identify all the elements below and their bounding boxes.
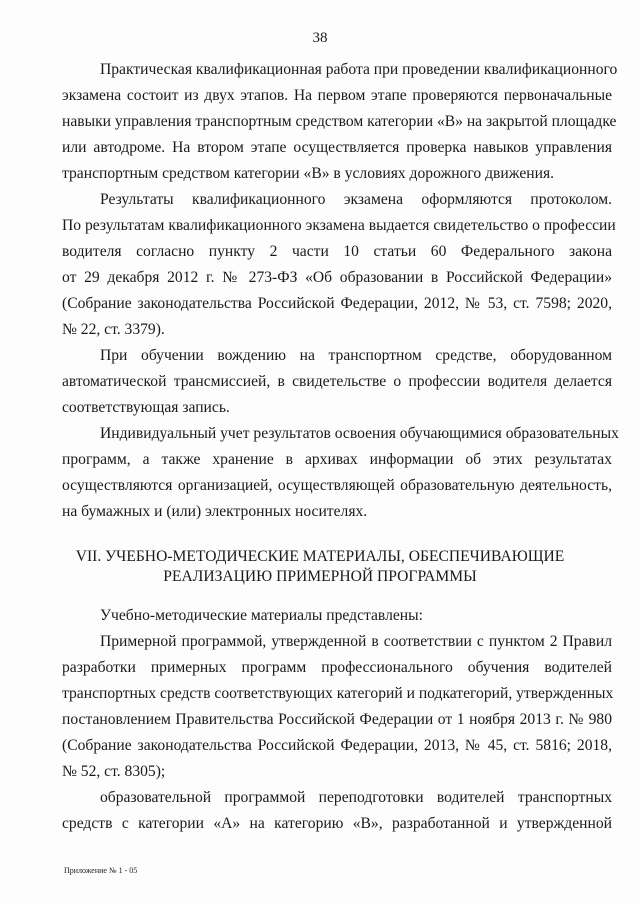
text-line: на бумажных и (или) электронных носителях.	[62, 503, 368, 520]
text-line: программ, а также хранение в архивах информации об этих результатах	[62, 451, 612, 468]
text-line: (Собрание законодательства Российской Федерации, 2012, № 53, ст. 7598; 2020,	[62, 295, 612, 312]
text-line: Примерной программой, утвержденной в соответствии с пунктом 2 Правил	[100, 633, 612, 650]
text-line: № 52, ст. 8305);	[62, 763, 166, 780]
footer-note: Приложение № 1 - 05	[64, 866, 138, 875]
text-line: При обучении вождению на транспортном средстве, оборудованном	[100, 347, 612, 364]
text-line: постановлением Правительства Российской Федерации от 1 ноября 2013 г. № 980	[62, 711, 612, 728]
text-line: (Собрание законодательства Российской Федерации, 2013, № 45, ст. 5816; 2018,	[62, 737, 612, 754]
text-line: № 22, ст. 3379).	[62, 321, 165, 338]
text-line: навыки управления транспортным средством категории «В» на закрытой площадке	[62, 113, 617, 130]
text-line: соответствующая запись.	[62, 399, 230, 416]
text-line: разработки примерных программ профессионального обучения водителей	[62, 659, 612, 676]
text-line: Индивидуальный учет результатов освоения обучающимися образовательных	[100, 425, 619, 442]
text-line: транспортным средством категории «В» в условиях дорожного движения.	[62, 165, 555, 182]
text-line: осуществляются организацией, осуществляющей образовательную деятельность,	[62, 477, 612, 494]
text-line: Учебно-методические материалы представлены:	[100, 607, 423, 624]
text-line: автоматической трансмиссией, в свидетельстве о профессии водителя делается	[62, 373, 612, 390]
section-heading-line: VII. УЧЕБНО-МЕТОДИЧЕСКИЕ МАТЕРИАЛЫ, ОБЕСПЕЧИВАЮЩИЕ	[75, 548, 565, 565]
text-line: Практическая квалификационная работа при проведении квалификационного	[100, 61, 618, 78]
text-line: транспортных средств соответствующих категорий и подкатегорий, утвержденных	[62, 685, 614, 702]
text-line: Результаты квалификационного экзамена оформляются протоколом.	[100, 191, 612, 208]
text-line: экзамена состоит из двух этапов. На первом этапе проверяются первоначальные	[62, 87, 612, 104]
text-line: По результатам квалификационного экзамена выдается свидетельство о профессии	[62, 217, 616, 234]
text-line: водителя согласно пункту 2 части 10 статьи 60 Федерального закона	[62, 243, 612, 260]
text-line: средств с категории «А» на категорию «В», разработанной и утвержденной	[62, 815, 612, 832]
page-number: 38	[312, 30, 328, 46]
text-line: или автодроме. На втором этапе осуществляется проверка навыков управления	[62, 139, 612, 156]
text-line: образовательной программой переподготовки водителей транспортных	[100, 789, 612, 806]
section-heading-line: РЕАЛИЗАЦИЮ ПРИМЕРНОЙ ПРОГРАММЫ	[163, 568, 477, 585]
text-line: от 29 декабря 2012 г. № 273-ФЗ «Об образовании в Российской Федерации»	[62, 269, 612, 286]
